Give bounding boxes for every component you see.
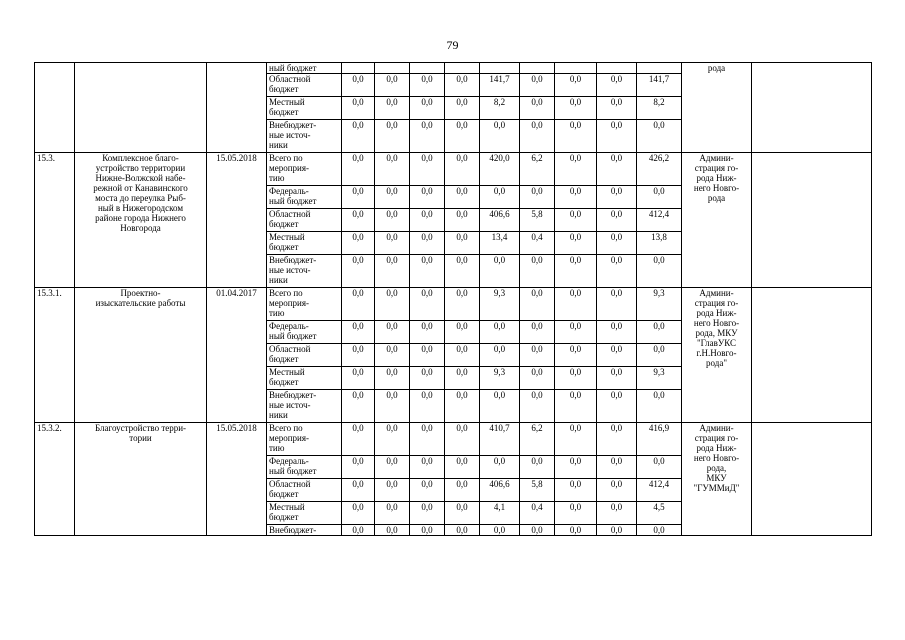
amount-cell: 0,0 bbox=[520, 344, 555, 367]
amount-cell: 0,0 bbox=[597, 456, 637, 479]
funding-source: Местный бюджет bbox=[267, 367, 342, 390]
amount-cell: 0,0 bbox=[555, 367, 597, 390]
amount-cell: 0,0 bbox=[597, 209, 637, 232]
amount-cell: 0,0 bbox=[597, 74, 637, 97]
amount-cell: 0,0 bbox=[555, 423, 597, 456]
amount-cell: 0,0 bbox=[445, 97, 480, 120]
amount-cell bbox=[375, 63, 410, 74]
amount-cell: 0,0 bbox=[597, 390, 637, 423]
amount-cell: 0,0 bbox=[375, 456, 410, 479]
amount-cell bbox=[480, 63, 520, 74]
responsible-party: Админи- страция го- рода Ниж- него Новго- рода bbox=[682, 153, 752, 288]
amount-cell: 0,0 bbox=[375, 344, 410, 367]
amount-cell: 0,0 bbox=[480, 120, 520, 153]
amount-cell: 0,0 bbox=[410, 153, 445, 186]
funding-source: Местный бюджет bbox=[267, 502, 342, 525]
amount-cell: 0,0 bbox=[445, 502, 480, 525]
amount-cell: 5,8 bbox=[520, 479, 555, 502]
amount-cell: 412,4 bbox=[637, 479, 682, 502]
amount-cell: 0,0 bbox=[520, 525, 555, 536]
amount-cell: 0,0 bbox=[555, 390, 597, 423]
amount-cell: 0,0 bbox=[342, 232, 375, 255]
amount-cell: 8,2 bbox=[480, 97, 520, 120]
amount-cell: 0,0 bbox=[410, 232, 445, 255]
amount-cell: 141,7 bbox=[480, 74, 520, 97]
table-row bbox=[35, 288, 872, 321]
funding-source: Федераль- ный бюджет bbox=[267, 321, 342, 344]
measure-name: Благоустройство терри- тории bbox=[75, 423, 207, 536]
amount-cell: 0,0 bbox=[480, 390, 520, 423]
amount-cell: 0,0 bbox=[410, 423, 445, 456]
amount-cell: 0,0 bbox=[445, 456, 480, 479]
amount-cell: 0,0 bbox=[375, 367, 410, 390]
amount-cell: 0,0 bbox=[445, 288, 480, 321]
amount-cell: 0,0 bbox=[520, 186, 555, 209]
amount-cell: 0,0 bbox=[342, 479, 375, 502]
amount-cell: 0,0 bbox=[520, 321, 555, 344]
completion-date: 15.05.2018 bbox=[207, 423, 267, 536]
amount-cell: 0,0 bbox=[375, 423, 410, 456]
amount-cell: 0,0 bbox=[637, 255, 682, 288]
amount-cell: 0,0 bbox=[410, 390, 445, 423]
amount-cell: 0,0 bbox=[375, 502, 410, 525]
amount-cell: 0,0 bbox=[480, 456, 520, 479]
amount-cell: 0,0 bbox=[555, 209, 597, 232]
funding-source: Федераль- ный бюджет bbox=[267, 186, 342, 209]
amount-cell: 0,0 bbox=[342, 423, 375, 456]
amount-cell: 0,0 bbox=[597, 153, 637, 186]
amount-cell: 141,7 bbox=[637, 74, 682, 97]
amount-cell: 0,0 bbox=[555, 186, 597, 209]
amount-cell: 0,0 bbox=[480, 255, 520, 288]
amount-cell: 0,0 bbox=[480, 321, 520, 344]
amount-cell: 0,0 bbox=[375, 153, 410, 186]
amount-cell: 0,0 bbox=[555, 456, 597, 479]
amount-cell: 0,0 bbox=[342, 390, 375, 423]
amount-cell: 0,0 bbox=[410, 74, 445, 97]
amount-cell: 0,0 bbox=[445, 525, 480, 536]
amount-cell: 0,0 bbox=[637, 120, 682, 153]
empty-cell bbox=[752, 288, 872, 423]
amount-cell: 0,0 bbox=[445, 120, 480, 153]
amount-cell: 0,0 bbox=[597, 288, 637, 321]
amount-cell: 0,0 bbox=[520, 255, 555, 288]
amount-cell bbox=[597, 63, 637, 74]
amount-cell: 0,0 bbox=[520, 390, 555, 423]
amount-cell: 0,0 bbox=[410, 367, 445, 390]
amount-cell: 0,0 bbox=[375, 288, 410, 321]
amount-cell: 4,5 bbox=[637, 502, 682, 525]
amount-cell: 0,0 bbox=[342, 456, 375, 479]
amount-cell: 0,0 bbox=[555, 288, 597, 321]
measure-name bbox=[75, 63, 207, 153]
amount-cell: 0,0 bbox=[445, 74, 480, 97]
amount-cell: 6,2 bbox=[520, 423, 555, 456]
amount-cell: 0,0 bbox=[520, 97, 555, 120]
amount-cell: 0,0 bbox=[597, 232, 637, 255]
amount-cell: 0,0 bbox=[410, 97, 445, 120]
amount-cell: 0,0 bbox=[555, 153, 597, 186]
empty-cell bbox=[752, 423, 872, 536]
amount-cell: 0,0 bbox=[555, 74, 597, 97]
amount-cell: 0,0 bbox=[445, 390, 480, 423]
amount-cell: 0,0 bbox=[410, 456, 445, 479]
amount-cell: 406,6 bbox=[480, 209, 520, 232]
amount-cell: 8,2 bbox=[637, 97, 682, 120]
amount-cell: 0,0 bbox=[637, 390, 682, 423]
completion-date: 15.05.2018 bbox=[207, 153, 267, 288]
amount-cell: 0,4 bbox=[520, 232, 555, 255]
amount-cell: 0,0 bbox=[555, 344, 597, 367]
funding-source: Федераль- ный бюджет bbox=[267, 456, 342, 479]
amount-cell: 0,0 bbox=[375, 479, 410, 502]
amount-cell: 0,0 bbox=[375, 74, 410, 97]
amount-cell: 0,0 bbox=[637, 344, 682, 367]
amount-cell: 0,0 bbox=[342, 120, 375, 153]
amount-cell: 0,0 bbox=[410, 255, 445, 288]
amount-cell: 0,0 bbox=[555, 525, 597, 536]
amount-cell: 0,0 bbox=[520, 74, 555, 97]
amount-cell: 0,0 bbox=[410, 344, 445, 367]
amount-cell: 0,0 bbox=[555, 120, 597, 153]
amount-cell: 9,3 bbox=[480, 288, 520, 321]
amount-cell: 406,6 bbox=[480, 479, 520, 502]
amount-cell: 0,0 bbox=[410, 525, 445, 536]
amount-cell: 6,2 bbox=[520, 153, 555, 186]
amount-cell: 9,3 bbox=[637, 367, 682, 390]
amount-cell bbox=[342, 63, 375, 74]
amount-cell: 0,0 bbox=[555, 232, 597, 255]
funding-source: Внебюджет- ные источ- ники bbox=[267, 120, 342, 153]
amount-cell: 416,9 bbox=[637, 423, 682, 456]
amount-cell: 13,4 bbox=[480, 232, 520, 255]
amount-cell: 0,0 bbox=[410, 479, 445, 502]
item-number: 15.3. bbox=[35, 153, 75, 288]
funding-source: Областной бюджет bbox=[267, 209, 342, 232]
amount-cell: 0,0 bbox=[597, 525, 637, 536]
amount-cell: 0,0 bbox=[342, 367, 375, 390]
amount-cell: 0,0 bbox=[520, 456, 555, 479]
amount-cell: 0,0 bbox=[480, 344, 520, 367]
amount-cell: 0,0 bbox=[375, 390, 410, 423]
amount-cell: 0,0 bbox=[375, 209, 410, 232]
completion-date: 01.04.2017 bbox=[207, 288, 267, 423]
funding-source: Областной бюджет bbox=[267, 74, 342, 97]
amount-cell: 426,2 bbox=[637, 153, 682, 186]
amount-cell bbox=[637, 63, 682, 74]
amount-cell: 0,0 bbox=[342, 502, 375, 525]
amount-cell: 0,0 bbox=[597, 423, 637, 456]
funding-source: Всего по мероприя- тию bbox=[267, 423, 342, 456]
amount-cell: 0,0 bbox=[342, 525, 375, 536]
amount-cell: 0,0 bbox=[480, 186, 520, 209]
funding-source: Местный бюджет bbox=[267, 97, 342, 120]
amount-cell: 0,0 bbox=[445, 367, 480, 390]
funding-source: Внебюджет- ные источ- ники bbox=[267, 255, 342, 288]
amount-cell: 0,0 bbox=[410, 288, 445, 321]
amount-cell: 0,0 bbox=[445, 423, 480, 456]
amount-cell: 0,0 bbox=[597, 120, 637, 153]
amount-cell: 0,0 bbox=[410, 186, 445, 209]
item-number: 15.3.2. bbox=[35, 423, 75, 536]
empty-cell bbox=[752, 63, 872, 153]
empty-cell bbox=[752, 153, 872, 288]
amount-cell: 0,0 bbox=[520, 288, 555, 321]
amount-cell bbox=[555, 63, 597, 74]
amount-cell: 0,0 bbox=[342, 288, 375, 321]
amount-cell: 410,7 bbox=[480, 423, 520, 456]
amount-cell: 0,0 bbox=[410, 120, 445, 153]
item-number: 15.3.1. bbox=[35, 288, 75, 423]
amount-cell: 0,0 bbox=[520, 367, 555, 390]
amount-cell: 0,0 bbox=[445, 209, 480, 232]
funding-source: Всего по мероприя- тию bbox=[267, 153, 342, 186]
amount-cell: 4,1 bbox=[480, 502, 520, 525]
amount-cell: 0,0 bbox=[597, 255, 637, 288]
amount-cell: 0,0 bbox=[597, 186, 637, 209]
table-row bbox=[35, 63, 872, 74]
amount-cell: 0,0 bbox=[342, 97, 375, 120]
amount-cell: 0,0 bbox=[445, 153, 480, 186]
amount-cell: 0,0 bbox=[445, 321, 480, 344]
amount-cell: 9,3 bbox=[480, 367, 520, 390]
amount-cell bbox=[410, 63, 445, 74]
measure-name: Проектно- изыскательские работы bbox=[75, 288, 207, 423]
amount-cell: 13,8 bbox=[637, 232, 682, 255]
measure-name: Комплексное благо- устройство территории Нижне-Волжской набе- режной от Канавинского моста до переулка Рыб- ный в Нижегородском районе города Нижнего Новгорода bbox=[75, 153, 207, 288]
responsible-party: Админи- страция го- рода Ниж- него Новго- рода, МКУ "ГУММиД" bbox=[682, 423, 752, 536]
amount-cell: 0,0 bbox=[597, 344, 637, 367]
amount-cell: 0,0 bbox=[445, 186, 480, 209]
item-number bbox=[35, 63, 75, 153]
amount-cell: 0,0 bbox=[342, 255, 375, 288]
amount-cell: 0,0 bbox=[445, 255, 480, 288]
amount-cell: 0,0 bbox=[445, 479, 480, 502]
amount-cell: 0,0 bbox=[342, 321, 375, 344]
amount-cell: 0,0 bbox=[637, 186, 682, 209]
amount-cell: 0,0 bbox=[445, 232, 480, 255]
amount-cell: 0,0 bbox=[342, 186, 375, 209]
funding-source: Всего по мероприя- тию bbox=[267, 288, 342, 321]
amount-cell: 0,0 bbox=[637, 456, 682, 479]
budget-table bbox=[34, 62, 872, 536]
amount-cell: 0,0 bbox=[597, 479, 637, 502]
amount-cell: 9,3 bbox=[637, 288, 682, 321]
amount-cell: 0,0 bbox=[410, 209, 445, 232]
amount-cell: 420,0 bbox=[480, 153, 520, 186]
amount-cell: 0,4 bbox=[520, 502, 555, 525]
amount-cell: 0,0 bbox=[555, 255, 597, 288]
amount-cell: 0,0 bbox=[480, 525, 520, 536]
amount-cell: 0,0 bbox=[410, 321, 445, 344]
amount-cell: 0,0 bbox=[597, 321, 637, 344]
amount-cell: 0,0 bbox=[555, 97, 597, 120]
page-number: 79 bbox=[446, 38, 459, 52]
amount-cell: 0,0 bbox=[375, 525, 410, 536]
amount-cell bbox=[445, 63, 480, 74]
funding-source: Областной бюджет bbox=[267, 479, 342, 502]
amount-cell: 0,0 bbox=[375, 321, 410, 344]
amount-cell: 0,0 bbox=[375, 120, 410, 153]
responsible-party: Админи- страция го- рода Ниж- него Новго- рода, МКУ "ГлавУКС г.Н.Новго- рода" bbox=[682, 288, 752, 423]
funding-source: Внебюджет- bbox=[267, 525, 342, 536]
amount-cell: 0,0 bbox=[342, 153, 375, 186]
amount-cell: 0,0 bbox=[342, 74, 375, 97]
amount-cell: 0,0 bbox=[375, 232, 410, 255]
amount-cell: 5,8 bbox=[520, 209, 555, 232]
completion-date bbox=[207, 63, 267, 153]
amount-cell: 0,0 bbox=[555, 502, 597, 525]
funding-source: Областной бюджет bbox=[267, 344, 342, 367]
amount-cell: 0,0 bbox=[342, 209, 375, 232]
amount-cell: 0,0 bbox=[637, 321, 682, 344]
amount-cell bbox=[520, 63, 555, 74]
amount-cell: 0,0 bbox=[637, 525, 682, 536]
amount-cell: 0,0 bbox=[375, 97, 410, 120]
funding-source: Внебюджет- ные источ- ники bbox=[267, 390, 342, 423]
table-row bbox=[35, 153, 872, 186]
amount-cell: 0,0 bbox=[342, 344, 375, 367]
amount-cell: 0,0 bbox=[410, 502, 445, 525]
amount-cell: 0,0 bbox=[597, 97, 637, 120]
responsible-party: рода bbox=[682, 63, 752, 153]
amount-cell: 0,0 bbox=[520, 120, 555, 153]
amount-cell: 412,4 bbox=[637, 209, 682, 232]
table-row bbox=[35, 423, 872, 456]
amount-cell: 0,0 bbox=[597, 502, 637, 525]
amount-cell: 0,0 bbox=[555, 479, 597, 502]
amount-cell: 0,0 bbox=[375, 255, 410, 288]
funding-source: Местный бюджет bbox=[267, 232, 342, 255]
amount-cell: 0,0 bbox=[375, 186, 410, 209]
amount-cell: 0,0 bbox=[445, 344, 480, 367]
amount-cell: 0,0 bbox=[597, 367, 637, 390]
funding-source: ный бюджет bbox=[267, 63, 342, 74]
amount-cell: 0,0 bbox=[555, 321, 597, 344]
